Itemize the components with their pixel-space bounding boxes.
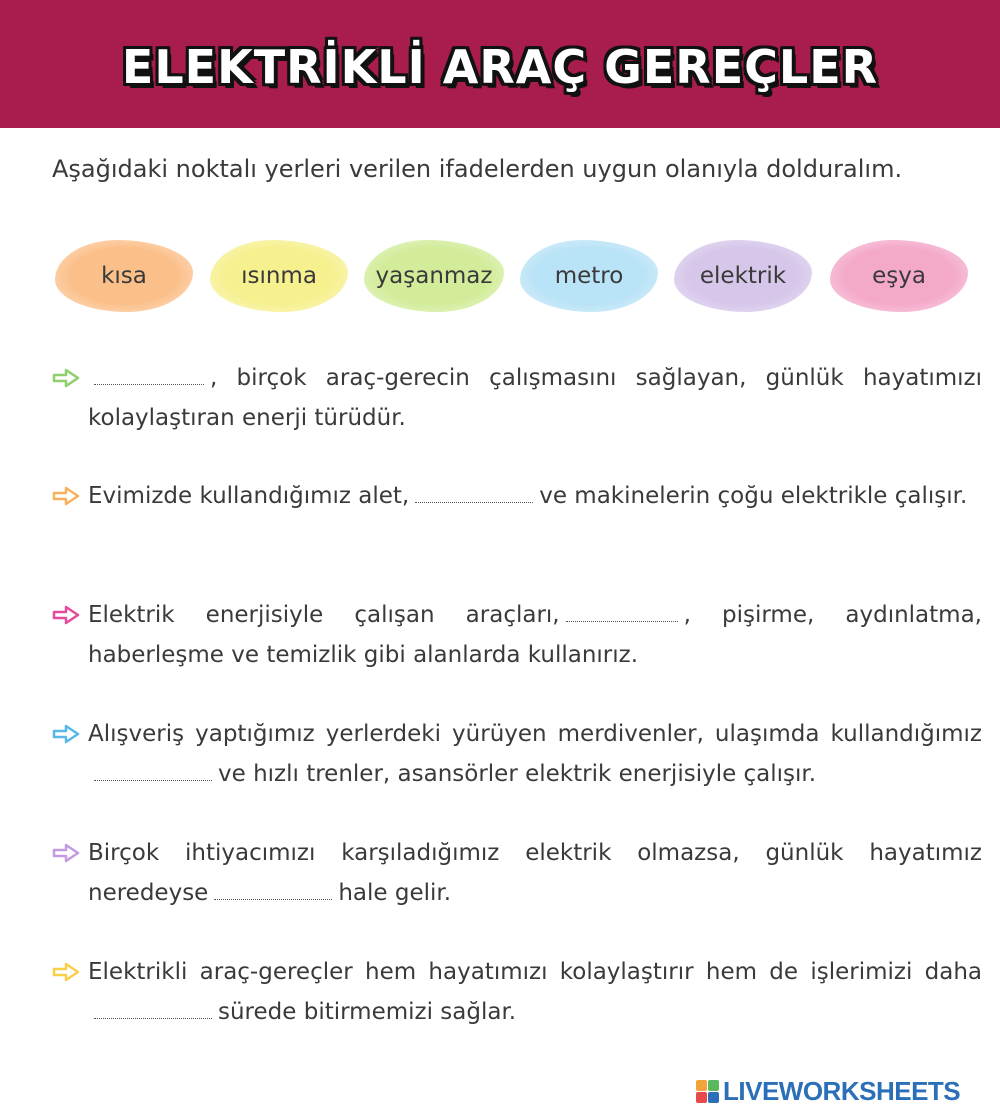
- blank-input-6[interactable]: [94, 996, 212, 1019]
- instruction-text: Aşağıdaki noktalı yerleri verilen ifadelerden uygun olanıyla dolduralım.: [52, 155, 903, 183]
- arrow-right-icon: [52, 485, 80, 507]
- question-2: [52, 476, 982, 516]
- word-chip-metro[interactable]: [520, 240, 658, 312]
- question-text-after: ve hızlı trenler, asansörler elektrik enerjisiyle çalışır.: [218, 761, 817, 787]
- word-chip-kisa[interactable]: [55, 240, 193, 312]
- question-text-before: Birçok ihtiyacımızı karşıladığımız elektrik olmazsa, günlük hayatımız neredeyse: [88, 840, 982, 906]
- word-chip-elektrik[interactable]: [674, 240, 812, 312]
- question-3: [52, 595, 982, 675]
- arrow-right-icon: [52, 961, 80, 983]
- question-text-before: Elektrik enerjisiyle çalışan araçları,: [88, 602, 560, 628]
- arrow-right-icon: [52, 842, 80, 864]
- logo-text: LIVEWORKSHEETS: [723, 1075, 961, 1106]
- question-text-before: Alışveriş yaptığımız yerlerdeki yürüyen merdivenler, ulaşımda kullandığımız: [88, 721, 982, 747]
- logo-mark-icon: [696, 1080, 719, 1103]
- question-text-after: , pişirme, aydınlatma, haberleşme ve temizlik gibi alanlarda kullanırız.: [88, 602, 982, 668]
- arrow-right-icon: [52, 604, 80, 626]
- question-text-after: hale gelir.: [338, 880, 452, 906]
- word-label: elektrik: [699, 263, 787, 289]
- blank-input-2[interactable]: [415, 480, 533, 503]
- question-6: [52, 952, 982, 1032]
- word-label: kısa: [101, 263, 147, 289]
- liveworksheets-logo: [696, 1076, 960, 1106]
- word-label: yaşanmaz: [375, 263, 493, 289]
- question-1: [52, 358, 982, 438]
- question-text-after: ve makinelerin çoğu elektrikle çalışır.: [539, 483, 968, 509]
- blank-input-1[interactable]: [94, 362, 204, 385]
- header-banner: [0, 0, 1000, 128]
- arrow-right-icon: [52, 723, 80, 745]
- blank-input-3[interactable]: [566, 599, 678, 622]
- page-title: ELEKTRİKLİ ARAÇ GEREÇLER: [121, 40, 879, 94]
- question-4: [52, 714, 982, 794]
- arrow-right-icon: [52, 367, 80, 389]
- word-bank: [0, 240, 1000, 316]
- question-text-before: Evimizde kullandığımız alet,: [88, 483, 410, 509]
- question-text-after: , birçok araç-gerecin çalışmasını sağlayan, günlük hayatımızı kolaylaştıran enerji türüdür.: [88, 365, 982, 431]
- question-5: [52, 833, 982, 913]
- word-label: metro: [554, 263, 624, 289]
- word-label: eşya: [872, 263, 926, 289]
- word-label: ısınma: [241, 263, 317, 289]
- question-text-after: sürede bitirmemizi sağlar.: [218, 999, 517, 1025]
- blank-input-4[interactable]: [94, 758, 212, 781]
- word-chip-isinma[interactable]: [210, 240, 348, 312]
- word-chip-esya[interactable]: [830, 240, 968, 312]
- blank-input-5[interactable]: [214, 877, 332, 900]
- word-chip-yasanmaz[interactable]: [364, 240, 504, 312]
- question-text-before: Elektrikli araç-gereçler hem hayatımızı kolaylaştırır hem de işlerimizi daha: [88, 959, 982, 985]
